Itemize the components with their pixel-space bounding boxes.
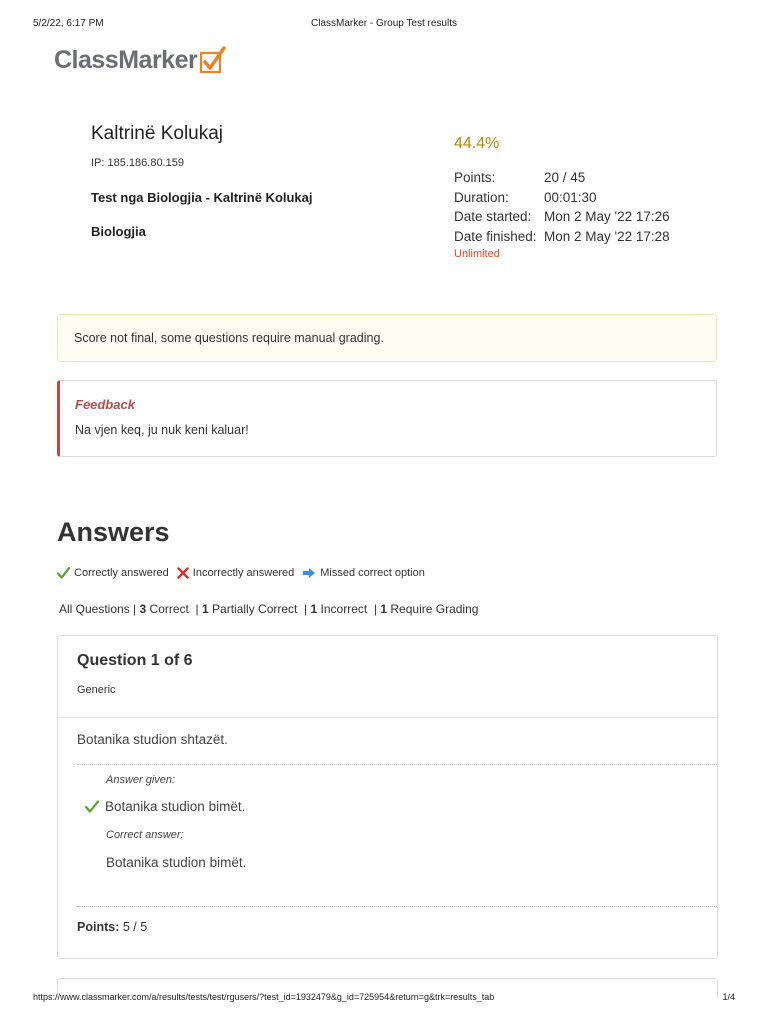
cross-icon [177, 567, 189, 579]
print-header [0, 18, 768, 32]
filter-label: Require Grading [390, 602, 479, 616]
correct-answer-text: Botanika studion bimët. [106, 855, 247, 870]
question-text: Botanika studion shtazët. [77, 732, 228, 747]
stat-label: Points: [454, 170, 496, 185]
question-points [77, 920, 147, 934]
feedback-text: Na vjen keq, ju nuk keni kaluar! [75, 423, 249, 437]
legend-missed-label: Missed correct option [320, 567, 425, 579]
divider [58, 717, 717, 718]
filter-count: 3 [139, 602, 147, 616]
filter-label: Partially Correct [212, 602, 298, 616]
legend-correct-label: Correctly answered [74, 567, 169, 579]
group-name: Biologjia [91, 224, 146, 239]
legend-missed [302, 567, 425, 579]
question-filters: All Questions | 3 Correct | 1 Partially Correct | 1 Incorrect | 1 Require Grading [59, 602, 479, 616]
stat-value: Mon 2 May '22 17:28 [544, 228, 670, 244]
logo-text: ClassMarker [54, 45, 198, 74]
classmarker-logo[interactable] [54, 43, 227, 77]
stat-date-finished [454, 229, 670, 249]
stat-label: Date started: [454, 209, 532, 224]
print-footer [0, 992, 768, 1006]
legend-correct [57, 567, 169, 579]
candidate-ip: IP: 185.186.80.159 [91, 157, 184, 169]
test-name: Test nga Biologjia - Kaltrinë Kolukaj [91, 190, 313, 205]
legend-incorrect [177, 567, 295, 579]
stat-value: 20 / 45 [544, 170, 586, 185]
filter-count: 1 [310, 602, 318, 616]
candidate-name: Kaltrinë Kolukaj [91, 123, 224, 144]
filter-require-grading[interactable] [380, 602, 478, 616]
checkmark-icon [85, 800, 105, 813]
stat-date-started [454, 209, 670, 229]
question-card [57, 635, 718, 959]
filter-correct[interactable] [140, 602, 189, 616]
stat-points [454, 170, 670, 190]
arrow-right-icon [302, 567, 316, 579]
feedback-box [57, 380, 717, 457]
points-value: 5 / 5 [122, 920, 148, 934]
score-percent: 44.4% [454, 135, 500, 152]
divider [77, 906, 717, 907]
stat-duration [454, 190, 670, 210]
stat-label: Date finished: [454, 228, 537, 244]
print-title: ClassMarker - Group Test results [311, 18, 457, 29]
stat-label: Duration: [454, 189, 509, 205]
filter-incorrect[interactable] [311, 602, 368, 616]
checkmark-icon [57, 567, 70, 579]
answer-given-text: Botanika studion bimët. [105, 799, 246, 814]
score-stats [454, 170, 670, 248]
answer-given [85, 799, 245, 814]
filter-partial[interactable] [202, 602, 297, 616]
filter-all[interactable]: All Questions [59, 602, 130, 616]
question-type: Generic [77, 684, 116, 696]
stat-value: 00:01:30 [544, 189, 597, 205]
logo-checkbox-icon [199, 45, 227, 75]
answers-heading: Answers [57, 517, 170, 547]
divider [77, 764, 717, 765]
alert-text: Score not final, some questions require manual grading. [74, 331, 384, 345]
answer-given-label: Answer given: [106, 774, 176, 786]
print-page-number: 1/4 [722, 992, 735, 1002]
filter-label: Correct [149, 602, 189, 616]
correct-answer-label: Correct answer: [106, 829, 184, 841]
feedback-title: Feedback [75, 397, 135, 412]
legend-incorrect-label: Incorrectly answered [192, 567, 295, 579]
time-limit: Unlimited [454, 248, 500, 260]
print-date: 5/2/22, 6:17 PM [33, 18, 104, 29]
answers-legend [57, 567, 433, 579]
grading-alert [57, 314, 717, 362]
stat-value: Mon 2 May '22 17:26 [544, 209, 670, 224]
filter-count: 1 [202, 602, 209, 616]
points-label: Points: [77, 920, 120, 934]
filter-label: Incorrect [320, 602, 368, 616]
question-title: Question 1 of 6 [77, 652, 193, 669]
filter-count: 1 [380, 602, 388, 616]
print-url[interactable]: https://www.classmarker.com/a/results/tests/test/rgusers/?test_id=1932479&g_id=725954&return=g&trk=results_tab [33, 992, 495, 1002]
